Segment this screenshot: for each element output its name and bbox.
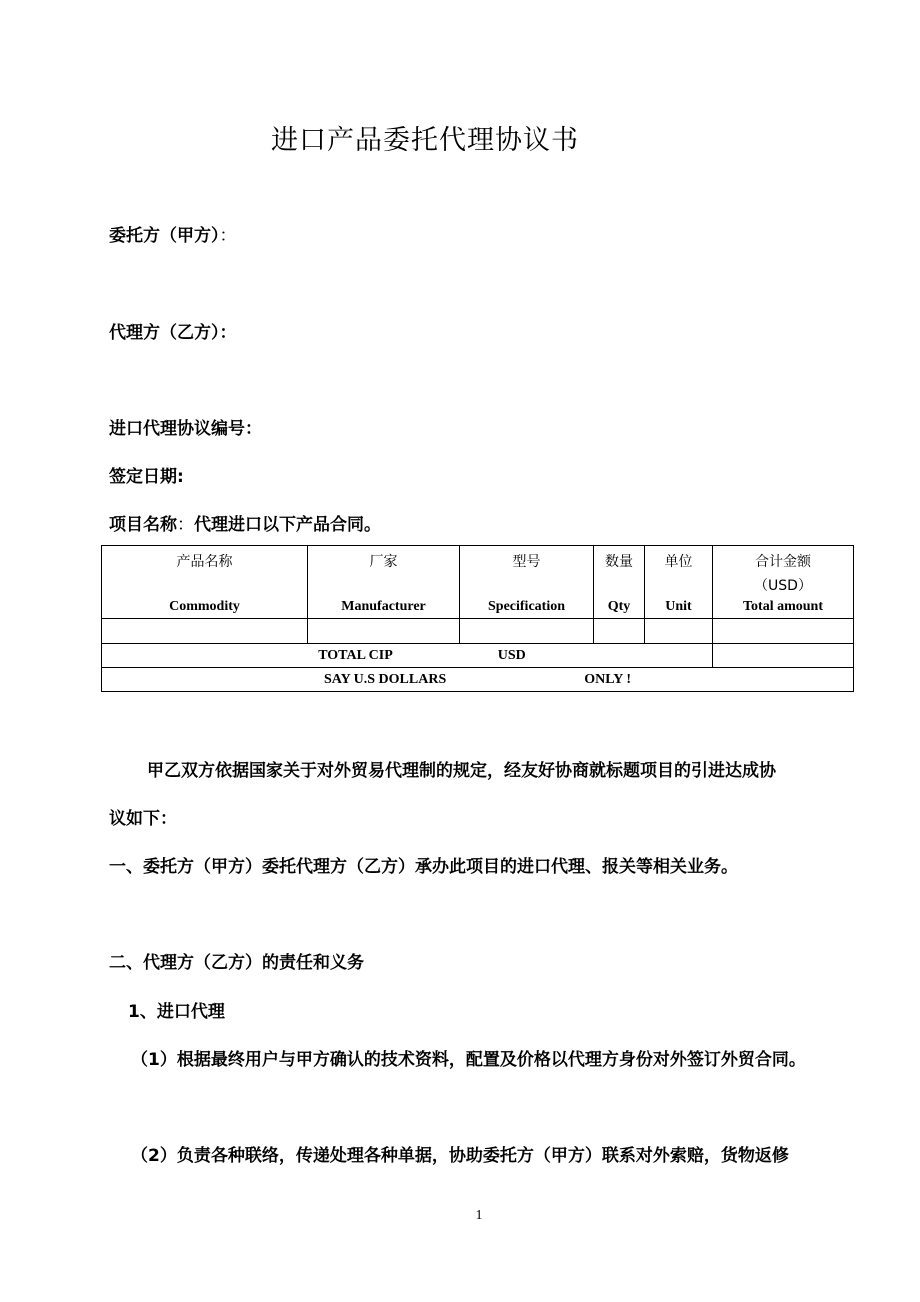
clause-1: 一、委托方（甲方）委托代理方（乙方）承办此项目的进口代理、报关等相关业务。 — [109, 857, 738, 877]
clause-2-heading: 二、代理方（乙方）的责任和义务 — [109, 953, 364, 973]
header-specification: 型号 Specification — [460, 546, 594, 619]
cell-unit — [645, 619, 713, 644]
table-header-row — [102, 546, 854, 619]
header-unit: 单位 Unit — [645, 546, 713, 619]
intro-line-1: 甲乙双方依据国家关于对外贸易代理制的规定，经友好协商就标题项目的引进达成协 — [147, 761, 776, 781]
project-colon: ： — [177, 515, 194, 535]
cell-specification — [460, 619, 594, 644]
clause-2-1-1: （1）根据最终用户与甲方确认的技术资料，配置及价格以代理方身份对外签订外贸合同。 — [131, 1050, 806, 1070]
header-total-amount: 合计金额 （USD） Total amount — [713, 546, 854, 619]
clause-2-1-heading: 1、进口代理 — [128, 1002, 225, 1022]
cell-manufacturer — [308, 619, 460, 644]
cell-total-amount — [713, 619, 854, 644]
total-currency: USD — [497, 647, 526, 663]
party-a-colon: ： — [219, 226, 237, 246]
sign-date-label: 签定日期: — [109, 467, 184, 487]
cell-qty — [594, 619, 645, 644]
party-b-label: 代理方（乙方）： — [109, 323, 237, 343]
project-value: 代理进口以下产品合同。 — [194, 515, 381, 535]
header-commodity: 产品名称 Commodity — [102, 546, 308, 619]
document-title: 进口产品委托代理协议书 — [271, 125, 579, 156]
agreement-no-label: 进口代理协议编号： — [109, 419, 262, 439]
header-manufacturer: 厂家 Manufacturer — [308, 546, 460, 619]
project-field — [109, 510, 381, 535]
say-dollars-label: SAY U.S DOLLARS — [323, 671, 447, 687]
party-a-field — [109, 221, 237, 246]
cell-commodity — [102, 619, 308, 644]
total-value-cell — [713, 644, 854, 668]
table-row — [102, 619, 854, 644]
intro-line-2: 议如下： — [109, 809, 177, 829]
say-dollars-cell — [102, 668, 854, 692]
product-table — [101, 545, 854, 692]
say-dollars-suffix: ONLY ! — [584, 671, 632, 687]
total-cip-row — [102, 644, 854, 668]
say-dollars-row — [102, 668, 854, 692]
total-cip-label: TOTAL CIP — [318, 647, 393, 663]
header-qty: 数量 Qty — [594, 546, 645, 619]
total-cip-cell — [102, 644, 713, 668]
project-label: 项目名称 — [109, 515, 177, 535]
page-number: 1 — [475, 1208, 483, 1223]
clause-2-1-2: （2）负责各种联络，传递处理各种单据，协助委托方（甲方）联系对外索赔，货物返修 — [131, 1146, 789, 1166]
party-a-label: 委托方（甲方） — [109, 226, 220, 246]
